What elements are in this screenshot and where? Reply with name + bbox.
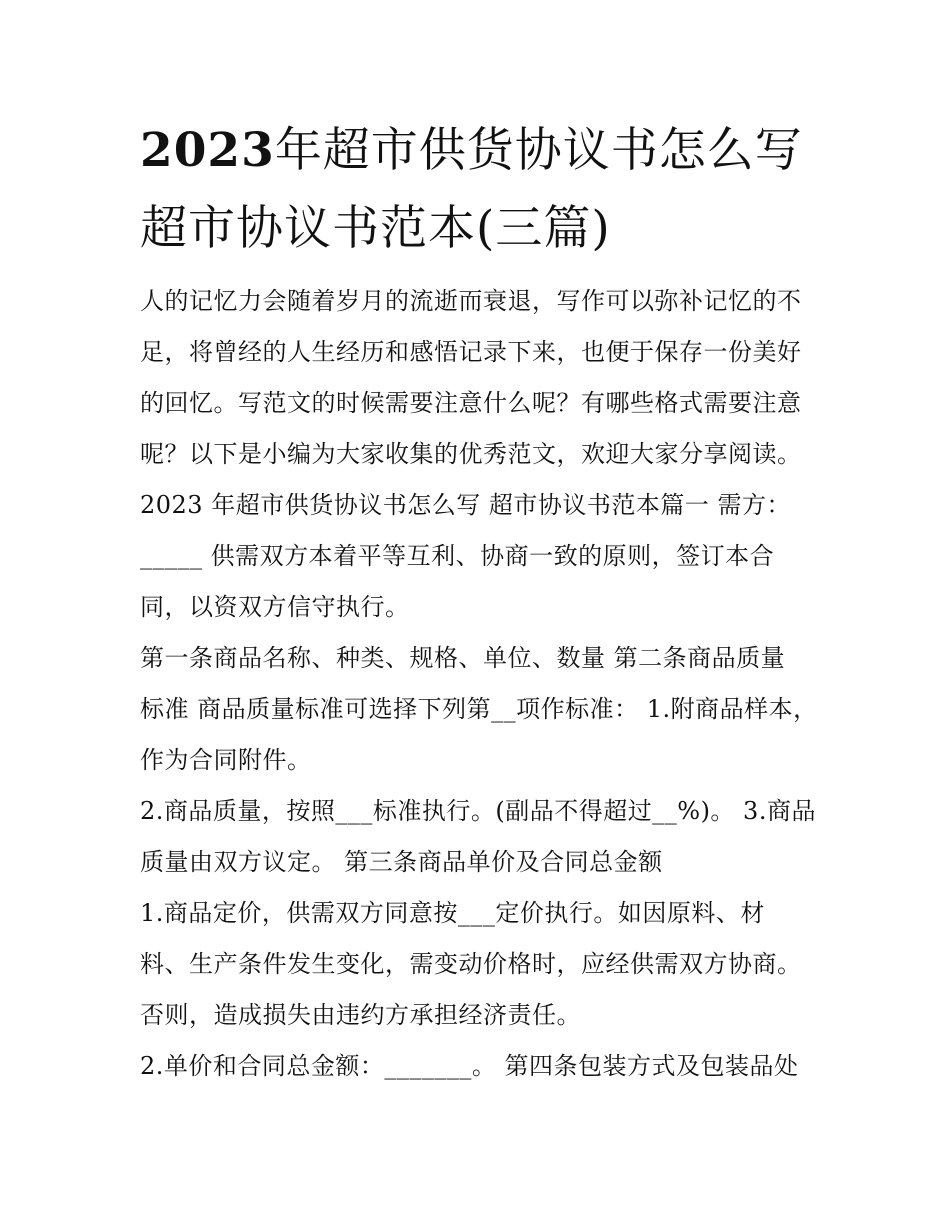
paragraph-line: 2.单价和合同总金额：_______。 第四条包装方式及包装品处 xyxy=(140,1052,799,1080)
intro-paragraph xyxy=(140,276,820,480)
paragraph-line: 料、生产条件发生变化，需变动价格时，应经供需双方协商。 xyxy=(140,950,802,978)
intro-line: 的回忆。写范文的时候需要注意什么呢？有哪些格式需要注意 xyxy=(140,389,802,417)
paragraph-article-1-2 xyxy=(140,633,820,786)
paragraph-line: 2.商品质量，按照___标准执行。(副品不得超过__%)。 3.商品 xyxy=(140,797,816,825)
paragraph-line: 作为合同附件。 xyxy=(140,746,312,774)
title-line-1-text: 年超市供货协议书怎么写 xyxy=(274,123,803,178)
paragraph-preamble xyxy=(140,480,820,633)
paragraph-line: _____ 供需双方本着平等互利、协商一致的原则，签订本合 xyxy=(140,542,775,570)
title-line-1 xyxy=(140,112,820,190)
intro-line: 人的记忆力会随着岁月的流逝而衰退，写作可以弥补记忆的不 xyxy=(140,287,802,315)
paragraph-line: 否则，造成损失由违约方承担经济责任。 xyxy=(140,1001,581,1029)
title-line-2: 超市协议书范本(三篇) xyxy=(140,201,611,256)
paragraph-line: 标准 商品质量标准可选择下列第__项作标准： 1.附商品样本， xyxy=(140,695,818,723)
paragraph-line: 1.商品定价，供需双方同意按___定价执行。如因原料、材 xyxy=(140,899,765,927)
intro-line: 呢？以下是小编为大家收集的优秀范文，欢迎大家分享阅读。 xyxy=(140,440,802,468)
paragraph-pricing xyxy=(140,888,820,1041)
paragraph-line: 同，以资双方信守执行。 xyxy=(140,593,410,621)
intro-line: 足，将曾经的人生经历和感悟记录下来，也便于保存一份美好 xyxy=(140,338,802,366)
paragraph-quality xyxy=(140,786,820,888)
paragraph-line: 2023 年超市供货协议书怎么写 超市协议书范本篇一 需方： xyxy=(140,491,791,519)
paragraph-line: 第一条商品名称、种类、规格、单位、数量 第二条商品质量 xyxy=(140,644,786,672)
document-title xyxy=(140,112,820,268)
title-year: 2023 xyxy=(140,123,275,178)
paragraph-total-amount xyxy=(140,1041,820,1092)
paragraph-line: 质量由双方议定。 第三条商品单价及合同总金额 xyxy=(140,848,663,876)
